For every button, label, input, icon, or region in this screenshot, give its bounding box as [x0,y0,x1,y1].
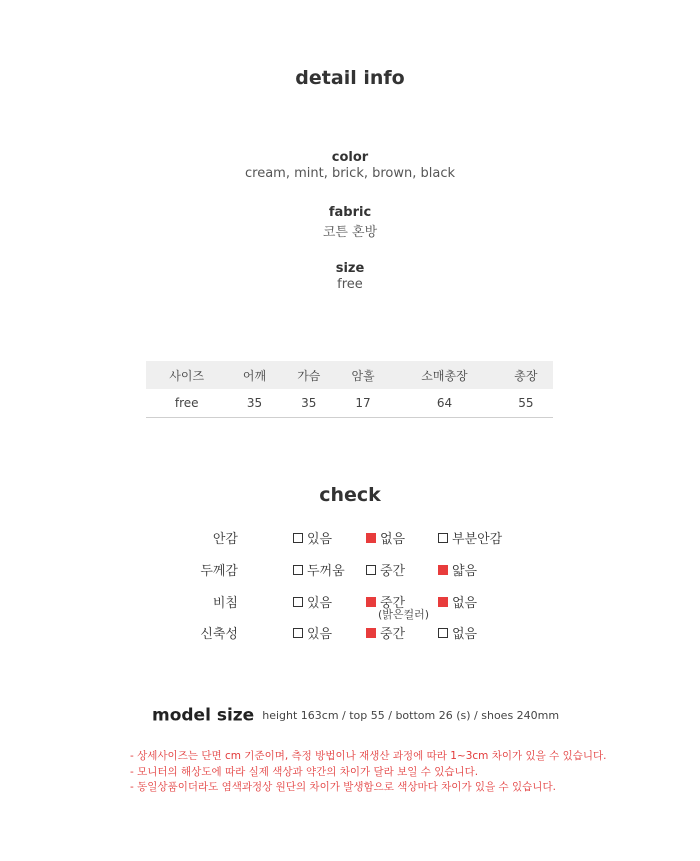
check-title: check [319,484,381,506]
note-line: - 모니터의 해상도에 따라 실제 색상과 약간의 차이가 달라 보일 수 있습니다. [130,765,479,778]
checkbox-icon [293,628,303,638]
check-option [293,623,332,642]
header-armhole: 암홀 [336,361,390,389]
size-label: size [335,261,365,276]
check-row-name: 비침 [212,596,238,611]
cell-size: free [146,389,227,418]
table-row [146,389,553,418]
cell-total-length: 55 [499,389,553,418]
checkbox-icon [438,533,448,543]
check-option [366,560,405,579]
check-row-name: 안감 [212,532,238,547]
fabric-label: fabric [328,205,372,220]
checkbox-icon [293,565,303,575]
checkbox-checked-icon [366,628,376,638]
check-option-label: 얇음 [452,564,478,579]
header-sleeve-length: 소매총장 [390,361,499,389]
check-option [438,592,477,611]
check-row-stretch [0,623,700,647]
check-option [293,592,332,611]
color-label: color [331,150,369,165]
check-option [366,528,405,547]
check-option-label: 없음 [380,532,406,547]
check-option-label: 중간 [380,627,406,642]
checkbox-icon [366,565,376,575]
header-size: 사이즈 [146,361,227,389]
checkbox-icon [438,628,448,638]
fabric-value: 코튼 혼방 [322,225,378,240]
check-option [293,528,332,547]
check-option-label: 부분안감 [452,532,503,547]
cell-shoulder: 35 [227,389,281,418]
check-row-name: 두께감 [200,564,238,579]
model-size-desc: height 163cm / top 55 / bottom 26 (s) / shoes 240mm [262,709,560,722]
size-table-header [146,361,553,389]
check-row-name: 신축성 [200,627,238,642]
header-shoulder: 어깨 [227,361,281,389]
check-option [438,623,477,642]
check-option [293,560,345,579]
checkbox-checked-icon [366,597,376,607]
header-chest: 가슴 [282,361,336,389]
checkbox-checked-icon [438,565,448,575]
check-row-lining [0,528,700,552]
check-option-label: 중간 [380,564,406,579]
checkbox-checked-icon [366,533,376,543]
model-size [152,705,559,726]
check-option-label: 없음 [452,627,478,642]
checkbox-icon [293,597,303,607]
cell-sleeve-length: 64 [390,389,499,418]
check-option-label: 있음 [307,596,333,611]
check-option-label: 중간 [380,596,406,611]
check-option-label: 있음 [307,532,333,547]
check-option-label: 두꺼움 [307,564,345,579]
notes [130,749,607,796]
check-option-label: 없음 [452,596,478,611]
detail-info-title: detail info [295,67,405,89]
check-option-label: 있음 [307,627,333,642]
check-option [438,528,502,547]
checkbox-checked-icon [438,597,448,607]
check-row-thickness [0,560,700,584]
cell-armhole: 17 [336,389,390,418]
cell-chest: 35 [282,389,336,418]
color-value: cream, mint, brick, brown, black [244,166,456,181]
checkbox-icon [293,533,303,543]
header-total-length: 총장 [499,361,553,389]
size-table [146,361,553,418]
note-line: - 동일상품이더라도 염색과정상 원단의 차이가 발생함으로 색상마다 차이가 있을 수 있습니다. [130,781,556,793]
model-size-title: model size [152,705,255,726]
check-option [366,623,405,642]
note-line: - 상세사이즈는 단면 cm 기준이며, 측정 방법이나 재생산 과정에 따라 1~3cm 차이가 있을 수 있습니다. [130,750,607,762]
check-row-sheerness [0,592,700,621]
check-option [438,560,477,579]
check-option-note: (밝은컬러) [378,608,430,621]
size-value: free [337,277,363,292]
